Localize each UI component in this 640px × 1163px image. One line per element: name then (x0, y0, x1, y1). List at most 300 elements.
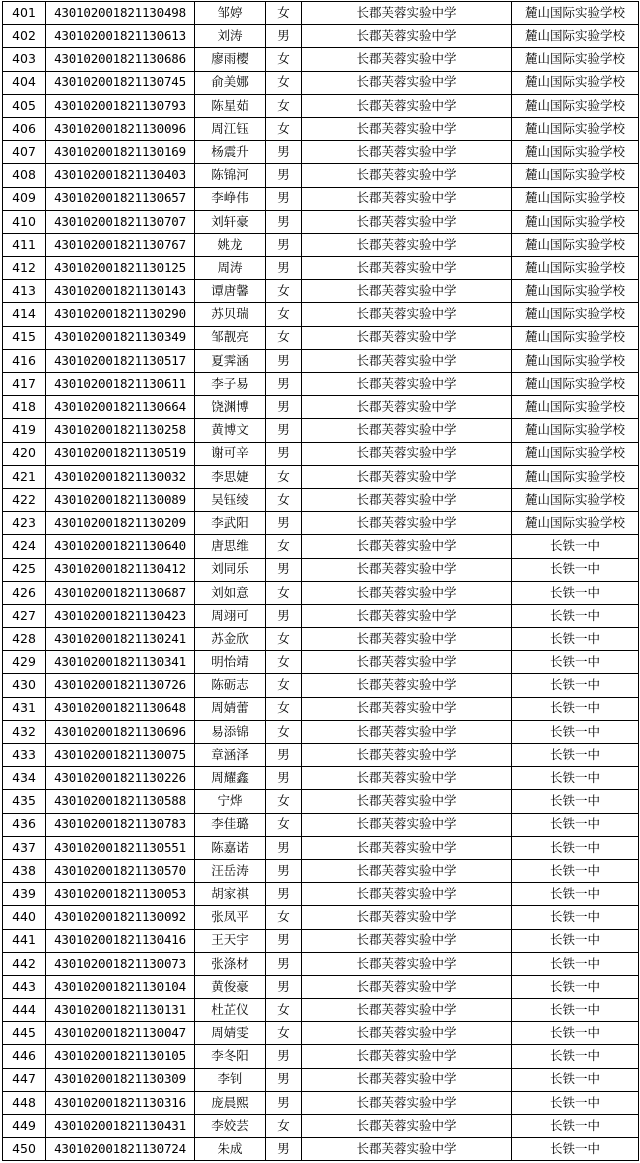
gender-cell: 女 (266, 488, 302, 511)
gender-cell: 男 (266, 187, 302, 210)
student-id-cell: 430102001821130431 (46, 1115, 195, 1138)
destination-school-cell: 长铁一中 (512, 767, 639, 790)
destination-school-cell: 麓山国际实验学校 (512, 25, 639, 48)
row-number-cell: 435 (3, 790, 46, 813)
student-id-cell: 430102001821130226 (46, 767, 195, 790)
gender-cell: 女 (266, 813, 302, 836)
row-number-cell: 409 (3, 187, 46, 210)
row-number-cell: 416 (3, 349, 46, 372)
table-row (3, 373, 639, 396)
destination-school-cell: 麓山国际实验学校 (512, 164, 639, 187)
origin-school-cell: 长郡芙蓉实验中学 (302, 117, 512, 140)
row-number-cell: 432 (3, 720, 46, 743)
row-number-cell: 445 (3, 1022, 46, 1045)
student-id-cell: 430102001821130657 (46, 187, 195, 210)
row-number-cell: 438 (3, 859, 46, 882)
student-id-cell: 430102001821130519 (46, 442, 195, 465)
student-id-cell: 430102001821130092 (46, 906, 195, 929)
table-row (3, 465, 639, 488)
row-number-cell: 439 (3, 883, 46, 906)
table-row (3, 952, 639, 975)
origin-school-cell: 长郡芙蓉实验中学 (302, 488, 512, 511)
gender-cell: 男 (266, 1068, 302, 1091)
origin-school-cell: 长郡芙蓉实验中学 (302, 952, 512, 975)
student-name-cell: 姚龙 (195, 233, 266, 256)
student-id-cell: 430102001821130349 (46, 326, 195, 349)
row-number-cell: 406 (3, 117, 46, 140)
student-name-cell: 夏霁涵 (195, 349, 266, 372)
origin-school-cell: 长郡芙蓉实验中学 (302, 396, 512, 419)
table-row (3, 906, 639, 929)
table-row (3, 71, 639, 94)
student-name-cell: 周涛 (195, 257, 266, 280)
row-number-cell: 412 (3, 257, 46, 280)
origin-school-cell: 长郡芙蓉实验中学 (302, 465, 512, 488)
destination-school-cell: 麓山国际实验学校 (512, 465, 639, 488)
student-name-cell: 杜芷仪 (195, 999, 266, 1022)
student-id-cell: 430102001821130053 (46, 883, 195, 906)
origin-school-cell: 长郡芙蓉实验中学 (302, 813, 512, 836)
row-number-cell: 436 (3, 813, 46, 836)
gender-cell: 女 (266, 465, 302, 488)
student-id-cell: 430102001821130687 (46, 581, 195, 604)
gender-cell: 男 (266, 419, 302, 442)
destination-school-cell: 麓山国际实验学校 (512, 373, 639, 396)
origin-school-cell: 长郡芙蓉实验中学 (302, 442, 512, 465)
destination-school-cell: 麓山国际实验学校 (512, 349, 639, 372)
student-id-cell: 430102001821130498 (46, 2, 195, 25)
origin-school-cell: 长郡芙蓉实验中学 (302, 975, 512, 998)
gender-cell: 男 (266, 257, 302, 280)
row-number-cell: 419 (3, 419, 46, 442)
origin-school-cell: 长郡芙蓉实验中学 (302, 906, 512, 929)
table-row (3, 1115, 639, 1138)
destination-school-cell: 麓山国际实验学校 (512, 442, 639, 465)
gender-cell: 女 (266, 117, 302, 140)
destination-school-cell: 长铁一中 (512, 674, 639, 697)
destination-school-cell: 长铁一中 (512, 999, 639, 1022)
student-id-cell: 430102001821130640 (46, 535, 195, 558)
gender-cell: 女 (266, 999, 302, 1022)
student-name-cell: 饶渊博 (195, 396, 266, 419)
row-number-cell: 418 (3, 396, 46, 419)
destination-school-cell: 长铁一中 (512, 558, 639, 581)
gender-cell: 男 (266, 1045, 302, 1068)
destination-school-cell: 麓山国际实验学校 (512, 419, 639, 442)
row-number-cell: 420 (3, 442, 46, 465)
gender-cell: 女 (266, 628, 302, 651)
table-row (3, 651, 639, 674)
gender-cell: 男 (266, 25, 302, 48)
student-id-cell: 430102001821130096 (46, 117, 195, 140)
destination-school-cell: 长铁一中 (512, 1091, 639, 1114)
student-id-cell: 430102001821130570 (46, 859, 195, 882)
student-name-cell: 廖雨樱 (195, 48, 266, 71)
student-id-cell: 430102001821130309 (46, 1068, 195, 1091)
row-number-cell: 443 (3, 975, 46, 998)
origin-school-cell: 长郡芙蓉实验中学 (302, 512, 512, 535)
table-row (3, 94, 639, 117)
table-row (3, 1138, 639, 1161)
gender-cell: 女 (266, 280, 302, 303)
student-name-cell: 谢可辛 (195, 442, 266, 465)
origin-school-cell: 长郡芙蓉实验中学 (302, 1091, 512, 1114)
row-number-cell: 424 (3, 535, 46, 558)
table-row (3, 442, 639, 465)
origin-school-cell: 长郡芙蓉实验中学 (302, 767, 512, 790)
student-name-cell: 陈锦河 (195, 164, 266, 187)
origin-school-cell: 长郡芙蓉实验中学 (302, 535, 512, 558)
destination-school-cell: 长铁一中 (512, 535, 639, 558)
gender-cell: 女 (266, 790, 302, 813)
gender-cell: 女 (266, 674, 302, 697)
student-name-cell: 李冬阳 (195, 1045, 266, 1068)
origin-school-cell: 长郡芙蓉实验中学 (302, 419, 512, 442)
gender-cell: 女 (266, 1115, 302, 1138)
gender-cell: 男 (266, 164, 302, 187)
student-name-cell: 吴钰绫 (195, 488, 266, 511)
destination-school-cell: 长铁一中 (512, 906, 639, 929)
student-name-cell: 易添锦 (195, 720, 266, 743)
table-row (3, 1045, 639, 1068)
student-id-cell: 430102001821130793 (46, 94, 195, 117)
row-number-cell: 423 (3, 512, 46, 535)
student-name-cell: 俞美娜 (195, 71, 266, 94)
gender-cell: 男 (266, 373, 302, 396)
row-number-cell: 413 (3, 280, 46, 303)
gender-cell: 男 (266, 883, 302, 906)
student-name-cell: 唐思维 (195, 535, 266, 558)
row-number-cell: 403 (3, 48, 46, 71)
student-id-cell: 430102001821130290 (46, 303, 195, 326)
student-id-cell: 430102001821130073 (46, 952, 195, 975)
student-id-cell: 430102001821130104 (46, 975, 195, 998)
student-name-cell: 宁烨 (195, 790, 266, 813)
table-row (3, 210, 639, 233)
origin-school-cell: 长郡芙蓉实验中学 (302, 859, 512, 882)
origin-school-cell: 长郡芙蓉实验中学 (302, 303, 512, 326)
student-id-cell: 430102001821130032 (46, 465, 195, 488)
table-row (3, 744, 639, 767)
row-number-cell: 415 (3, 326, 46, 349)
gender-cell: 男 (266, 349, 302, 372)
student-name-cell: 庞晨熙 (195, 1091, 266, 1114)
destination-school-cell: 长铁一中 (512, 790, 639, 813)
gender-cell: 女 (266, 326, 302, 349)
destination-school-cell: 长铁一中 (512, 604, 639, 627)
row-number-cell: 410 (3, 210, 46, 233)
destination-school-cell: 长铁一中 (512, 1045, 639, 1068)
origin-school-cell: 长郡芙蓉实验中学 (302, 929, 512, 952)
row-number-cell: 431 (3, 697, 46, 720)
student-id-cell: 430102001821130696 (46, 720, 195, 743)
row-number-cell: 402 (3, 25, 46, 48)
table-row (3, 187, 639, 210)
student-id-cell: 430102001821130686 (46, 48, 195, 71)
table-row (3, 303, 639, 326)
student-name-cell: 张凤平 (195, 906, 266, 929)
origin-school-cell: 长郡芙蓉实验中学 (302, 164, 512, 187)
row-number-cell: 411 (3, 233, 46, 256)
gender-cell: 男 (266, 512, 302, 535)
destination-school-cell: 麓山国际实验学校 (512, 187, 639, 210)
table-row (3, 883, 639, 906)
table-row (3, 326, 639, 349)
table-row (3, 836, 639, 859)
row-number-cell: 437 (3, 836, 46, 859)
destination-school-cell: 长铁一中 (512, 1138, 639, 1161)
destination-school-cell: 长铁一中 (512, 883, 639, 906)
gender-cell: 女 (266, 71, 302, 94)
row-number-cell: 405 (3, 94, 46, 117)
student-id-cell: 430102001821130412 (46, 558, 195, 581)
student-name-cell: 陈嘉诺 (195, 836, 266, 859)
student-id-cell: 430102001821130648 (46, 697, 195, 720)
student-name-cell: 明怡靖 (195, 651, 266, 674)
destination-school-cell: 长铁一中 (512, 813, 639, 836)
student-id-cell: 430102001821130613 (46, 25, 195, 48)
student-id-cell: 430102001821130169 (46, 141, 195, 164)
row-number-cell: 408 (3, 164, 46, 187)
table-row (3, 674, 639, 697)
table-row (3, 257, 639, 280)
student-name-cell: 苏金欣 (195, 628, 266, 651)
row-number-cell: 407 (3, 141, 46, 164)
destination-school-cell: 麓山国际实验学校 (512, 280, 639, 303)
origin-school-cell: 长郡芙蓉实验中学 (302, 257, 512, 280)
origin-school-cell: 长郡芙蓉实验中学 (302, 210, 512, 233)
row-number-cell: 448 (3, 1091, 46, 1114)
gender-cell: 男 (266, 975, 302, 998)
row-number-cell: 421 (3, 465, 46, 488)
gender-cell: 男 (266, 836, 302, 859)
student-id-cell: 430102001821130316 (46, 1091, 195, 1114)
origin-school-cell: 长郡芙蓉实验中学 (302, 1138, 512, 1161)
gender-cell: 女 (266, 2, 302, 25)
gender-cell: 男 (266, 233, 302, 256)
student-id-cell: 430102001821130105 (46, 1045, 195, 1068)
destination-school-cell: 麓山国际实验学校 (512, 303, 639, 326)
gender-cell: 男 (266, 744, 302, 767)
origin-school-cell: 长郡芙蓉实验中学 (302, 280, 512, 303)
table-row (3, 141, 639, 164)
gender-cell: 男 (266, 767, 302, 790)
gender-cell: 男 (266, 558, 302, 581)
table-row (3, 720, 639, 743)
row-number-cell: 440 (3, 906, 46, 929)
destination-school-cell: 麓山国际实验学校 (512, 94, 639, 117)
table-row (3, 233, 639, 256)
table-row (3, 512, 639, 535)
row-number-cell: 434 (3, 767, 46, 790)
student-name-cell: 周耀鑫 (195, 767, 266, 790)
origin-school-cell: 长郡芙蓉实验中学 (302, 94, 512, 117)
origin-school-cell: 长郡芙蓉实验中学 (302, 187, 512, 210)
roster-body (3, 2, 639, 1161)
destination-school-cell: 长铁一中 (512, 720, 639, 743)
destination-school-cell: 长铁一中 (512, 975, 639, 998)
table-row (3, 1091, 639, 1114)
gender-cell: 男 (266, 929, 302, 952)
student-id-cell: 430102001821130143 (46, 280, 195, 303)
row-number-cell: 425 (3, 558, 46, 581)
origin-school-cell: 长郡芙蓉实验中学 (302, 790, 512, 813)
gender-cell: 男 (266, 859, 302, 882)
student-name-cell: 刘如意 (195, 581, 266, 604)
table-row (3, 697, 639, 720)
origin-school-cell: 长郡芙蓉实验中学 (302, 697, 512, 720)
student-name-cell: 朱成 (195, 1138, 266, 1161)
student-name-cell: 陈砺志 (195, 674, 266, 697)
destination-school-cell: 长铁一中 (512, 836, 639, 859)
student-id-cell: 430102001821130783 (46, 813, 195, 836)
gender-cell: 男 (266, 210, 302, 233)
table-row (3, 1068, 639, 1091)
origin-school-cell: 长郡芙蓉实验中学 (302, 836, 512, 859)
student-name-cell: 张涤材 (195, 952, 266, 975)
student-id-cell: 430102001821130745 (46, 71, 195, 94)
table-row (3, 975, 639, 998)
student-id-cell: 430102001821130416 (46, 929, 195, 952)
destination-school-cell: 麓山国际实验学校 (512, 141, 639, 164)
table-row (3, 25, 639, 48)
student-name-cell: 刘同乐 (195, 558, 266, 581)
table-row (3, 813, 639, 836)
row-number-cell: 444 (3, 999, 46, 1022)
student-name-cell: 李佳璐 (195, 813, 266, 836)
student-id-cell: 430102001821130726 (46, 674, 195, 697)
gender-cell: 男 (266, 1138, 302, 1161)
destination-school-cell: 麓山国际实验学校 (512, 71, 639, 94)
table-row (3, 117, 639, 140)
row-number-cell: 401 (3, 2, 46, 25)
origin-school-cell: 长郡芙蓉实验中学 (302, 71, 512, 94)
origin-school-cell: 长郡芙蓉实验中学 (302, 604, 512, 627)
student-name-cell: 邹婷 (195, 2, 266, 25)
student-name-cell: 苏贝瑞 (195, 303, 266, 326)
gender-cell: 女 (266, 697, 302, 720)
destination-school-cell: 麓山国际实验学校 (512, 488, 639, 511)
student-id-cell: 430102001821130664 (46, 396, 195, 419)
destination-school-cell: 麓山国际实验学校 (512, 117, 639, 140)
student-name-cell: 杨震升 (195, 141, 266, 164)
student-name-cell: 李姣芸 (195, 1115, 266, 1138)
student-name-cell: 刘涛 (195, 25, 266, 48)
student-name-cell: 汪岳涛 (195, 859, 266, 882)
gender-cell: 男 (266, 396, 302, 419)
origin-school-cell: 长郡芙蓉实验中学 (302, 1115, 512, 1138)
origin-school-cell: 长郡芙蓉实验中学 (302, 999, 512, 1022)
destination-school-cell: 麓山国际实验学校 (512, 48, 639, 71)
table-row (3, 535, 639, 558)
student-name-cell: 黄俊豪 (195, 975, 266, 998)
table-row (3, 790, 639, 813)
student-id-cell: 430102001821130131 (46, 999, 195, 1022)
destination-school-cell: 麓山国际实验学校 (512, 326, 639, 349)
destination-school-cell: 长铁一中 (512, 952, 639, 975)
table-row (3, 396, 639, 419)
gender-cell: 女 (266, 48, 302, 71)
student-name-cell: 李思婕 (195, 465, 266, 488)
row-number-cell: 450 (3, 1138, 46, 1161)
row-number-cell: 422 (3, 488, 46, 511)
table-row (3, 2, 639, 25)
origin-school-cell: 长郡芙蓉实验中学 (302, 651, 512, 674)
table-row (3, 604, 639, 627)
destination-school-cell: 长铁一中 (512, 1068, 639, 1091)
destination-school-cell: 长铁一中 (512, 1115, 639, 1138)
student-name-cell: 黄博文 (195, 419, 266, 442)
student-name-cell: 李武阳 (195, 512, 266, 535)
destination-school-cell: 长铁一中 (512, 1022, 639, 1045)
destination-school-cell: 长铁一中 (512, 697, 639, 720)
student-id-cell: 430102001821130707 (46, 210, 195, 233)
origin-school-cell: 长郡芙蓉实验中学 (302, 558, 512, 581)
student-name-cell: 邹靓亮 (195, 326, 266, 349)
origin-school-cell: 长郡芙蓉实验中学 (302, 141, 512, 164)
origin-school-cell: 长郡芙蓉实验中学 (302, 233, 512, 256)
student-id-cell: 430102001821130341 (46, 651, 195, 674)
destination-school-cell: 麓山国际实验学校 (512, 512, 639, 535)
row-number-cell: 449 (3, 1115, 46, 1138)
gender-cell: 女 (266, 303, 302, 326)
origin-school-cell: 长郡芙蓉实验中学 (302, 744, 512, 767)
student-id-cell: 430102001821130075 (46, 744, 195, 767)
row-number-cell: 426 (3, 581, 46, 604)
student-id-cell: 430102001821130517 (46, 349, 195, 372)
student-name-cell: 周江钰 (195, 117, 266, 140)
student-name-cell: 周婧雯 (195, 1022, 266, 1045)
origin-school-cell: 长郡芙蓉实验中学 (302, 628, 512, 651)
table-row (3, 48, 639, 71)
gender-cell: 男 (266, 442, 302, 465)
student-name-cell: 周婧蕾 (195, 697, 266, 720)
table-row (3, 999, 639, 1022)
student-id-cell: 430102001821130047 (46, 1022, 195, 1045)
gender-cell: 男 (266, 604, 302, 627)
row-number-cell: 433 (3, 744, 46, 767)
table-row (3, 929, 639, 952)
row-number-cell: 441 (3, 929, 46, 952)
row-number-cell: 428 (3, 628, 46, 651)
destination-school-cell: 长铁一中 (512, 859, 639, 882)
student-name-cell: 刘轩豪 (195, 210, 266, 233)
origin-school-cell: 长郡芙蓉实验中学 (302, 720, 512, 743)
origin-school-cell: 长郡芙蓉实验中学 (302, 1022, 512, 1045)
destination-school-cell: 长铁一中 (512, 744, 639, 767)
student-id-cell: 430102001821130551 (46, 836, 195, 859)
student-roster-table (2, 1, 639, 1161)
student-id-cell: 430102001821130209 (46, 512, 195, 535)
student-id-cell: 430102001821130588 (46, 790, 195, 813)
table-row (3, 280, 639, 303)
student-id-cell: 430102001821130767 (46, 233, 195, 256)
table-row (3, 349, 639, 372)
origin-school-cell: 长郡芙蓉实验中学 (302, 1068, 512, 1091)
table-row (3, 1022, 639, 1045)
row-number-cell: 446 (3, 1045, 46, 1068)
destination-school-cell: 麓山国际实验学校 (512, 257, 639, 280)
table-row (3, 859, 639, 882)
destination-school-cell: 麓山国际实验学校 (512, 2, 639, 25)
gender-cell: 女 (266, 651, 302, 674)
student-id-cell: 430102001821130403 (46, 164, 195, 187)
student-name-cell: 李峥伟 (195, 187, 266, 210)
student-id-cell: 430102001821130611 (46, 373, 195, 396)
gender-cell: 女 (266, 906, 302, 929)
student-name-cell: 章涵泽 (195, 744, 266, 767)
table-row (3, 628, 639, 651)
